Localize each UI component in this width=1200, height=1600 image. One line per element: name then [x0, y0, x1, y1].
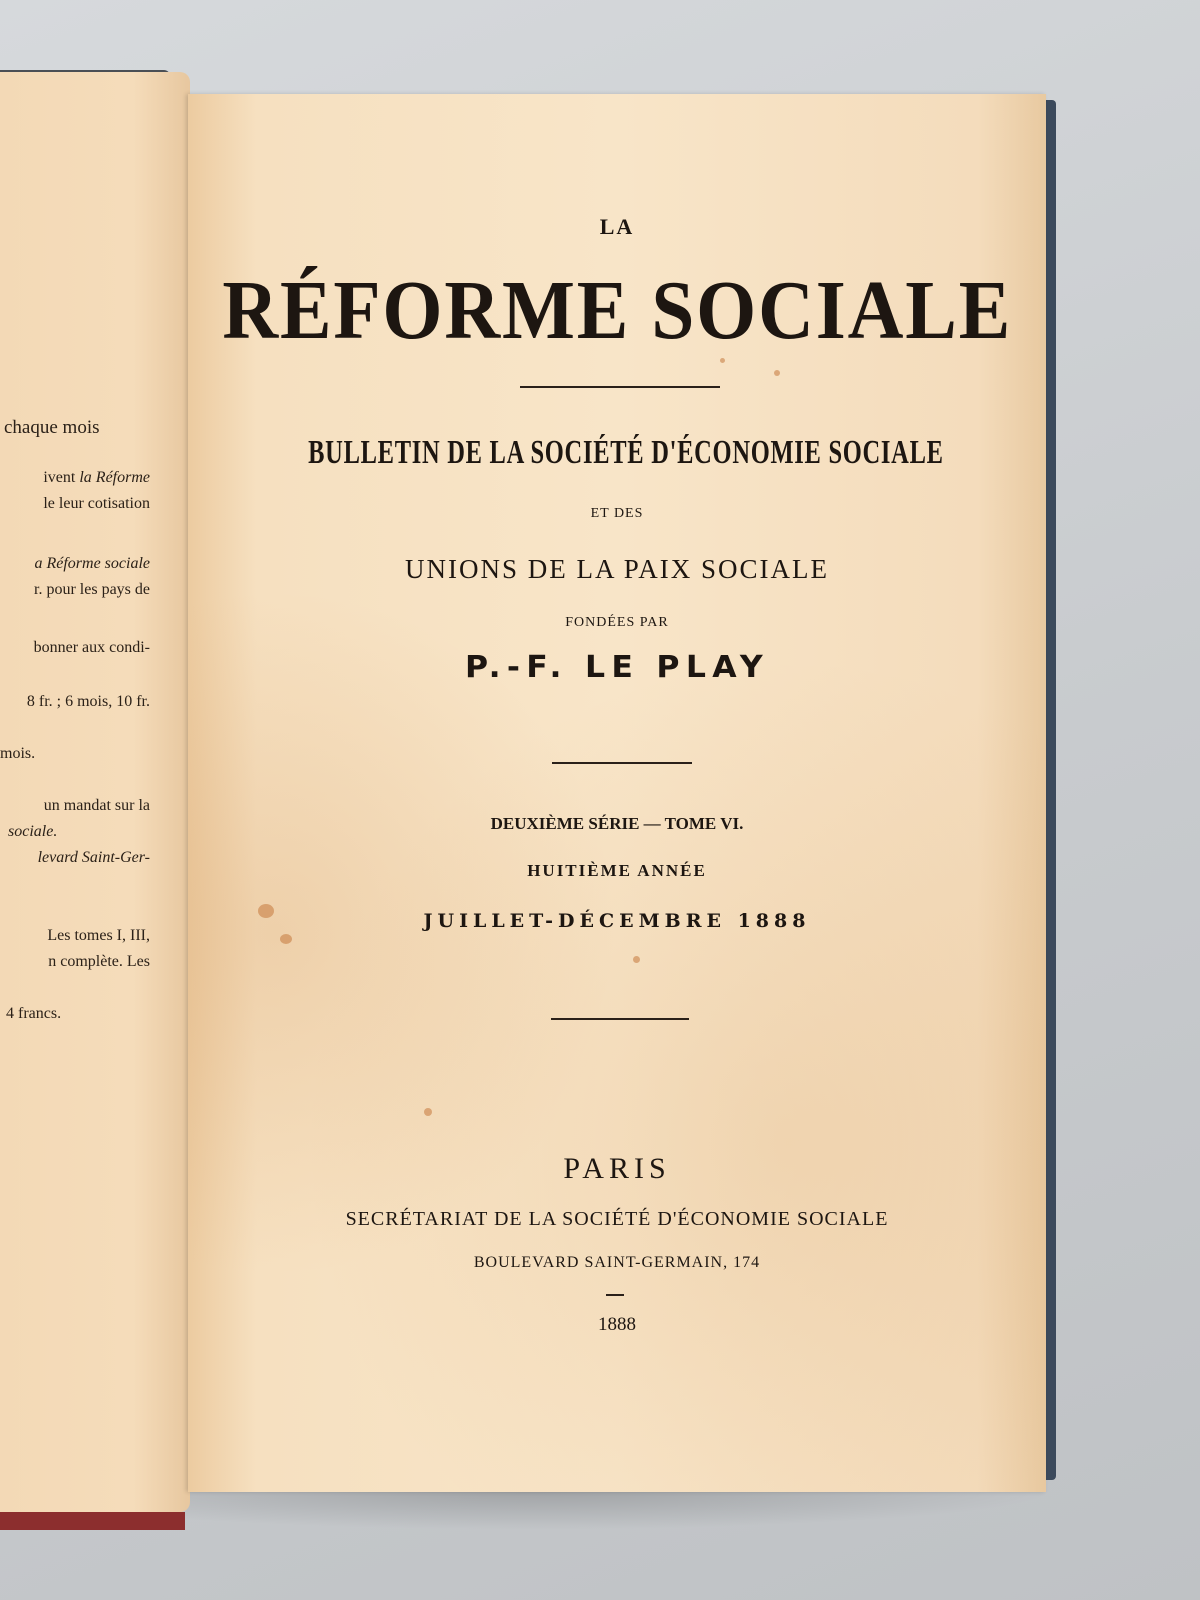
city-line: PARIS — [563, 1152, 671, 1185]
series-line: DEUXIÈME SÉRIE — TOME VI. — [490, 814, 744, 833]
foxing-spot — [633, 956, 640, 963]
left-page-line: n complète. Les — [48, 953, 150, 970]
title-article: LA — [599, 214, 635, 239]
journal-title: RÉFORME SOCIALE — [222, 264, 1013, 357]
left-page-line: a Réforme sociale — [34, 555, 150, 572]
foxing-spot — [258, 904, 274, 918]
left-page-line: r. pour les pays de — [34, 581, 150, 598]
address-line: BOULEVARD SAINT-GERMAIN, 174 — [473, 1254, 761, 1271]
period-line: JUILLET-DÉCEMBRE 1888 — [423, 910, 811, 932]
year-dash — [606, 1294, 624, 1296]
bulletin-subtitle: BULLETIN DE LA SOCIÉTÉ D'ÉCONOMIE SOCIALE — [308, 434, 944, 471]
unions-subtitle: UNIONS DE LA PAIX SOCIALE — [404, 554, 830, 584]
book-cover-spine-edge — [0, 1512, 185, 1530]
left-page-line: sociale. — [8, 823, 58, 840]
left-page-line: mois. — [0, 745, 36, 762]
left-page-line: chaque mois — [4, 417, 100, 438]
year-label: HUITIÈME ANNÉE — [527, 861, 707, 880]
left-page-line: bonner aux condi- — [33, 639, 150, 656]
foxing-spot — [424, 1108, 432, 1116]
left-page-line: Les tomes I, III, — [47, 927, 150, 944]
title-rule — [520, 386, 720, 388]
publisher-line: SECRÉTARIAT DE LA SOCIÉTÉ D'ÉCONOMIE SOCIALE — [345, 1208, 889, 1230]
left-page-line: levard Saint-Ger- — [37, 849, 150, 866]
author-name: P.-F. LE PLAY — [465, 650, 769, 685]
left-page — [0, 72, 190, 1512]
publication-year: 1888 — [598, 1314, 636, 1335]
foxing-spot — [774, 370, 780, 376]
left-page-line: ivent la Réforme — [43, 469, 150, 486]
foxing-spot — [280, 934, 292, 944]
founded-by-line: FONDÉES PAR — [565, 615, 669, 630]
author-rule — [552, 762, 692, 764]
foxing-spot — [720, 358, 725, 363]
left-page-line: 8 fr. ; 6 mois, 10 fr. — [26, 693, 150, 710]
left-page-line: un mandat sur la — [43, 797, 150, 814]
title-page — [188, 94, 1046, 1492]
left-page-line: le leur cotisation — [43, 495, 150, 512]
period-rule — [551, 1018, 689, 1020]
left-page-line: 4 francs. — [6, 1005, 62, 1022]
conjunction-line: ET DES — [590, 506, 644, 521]
